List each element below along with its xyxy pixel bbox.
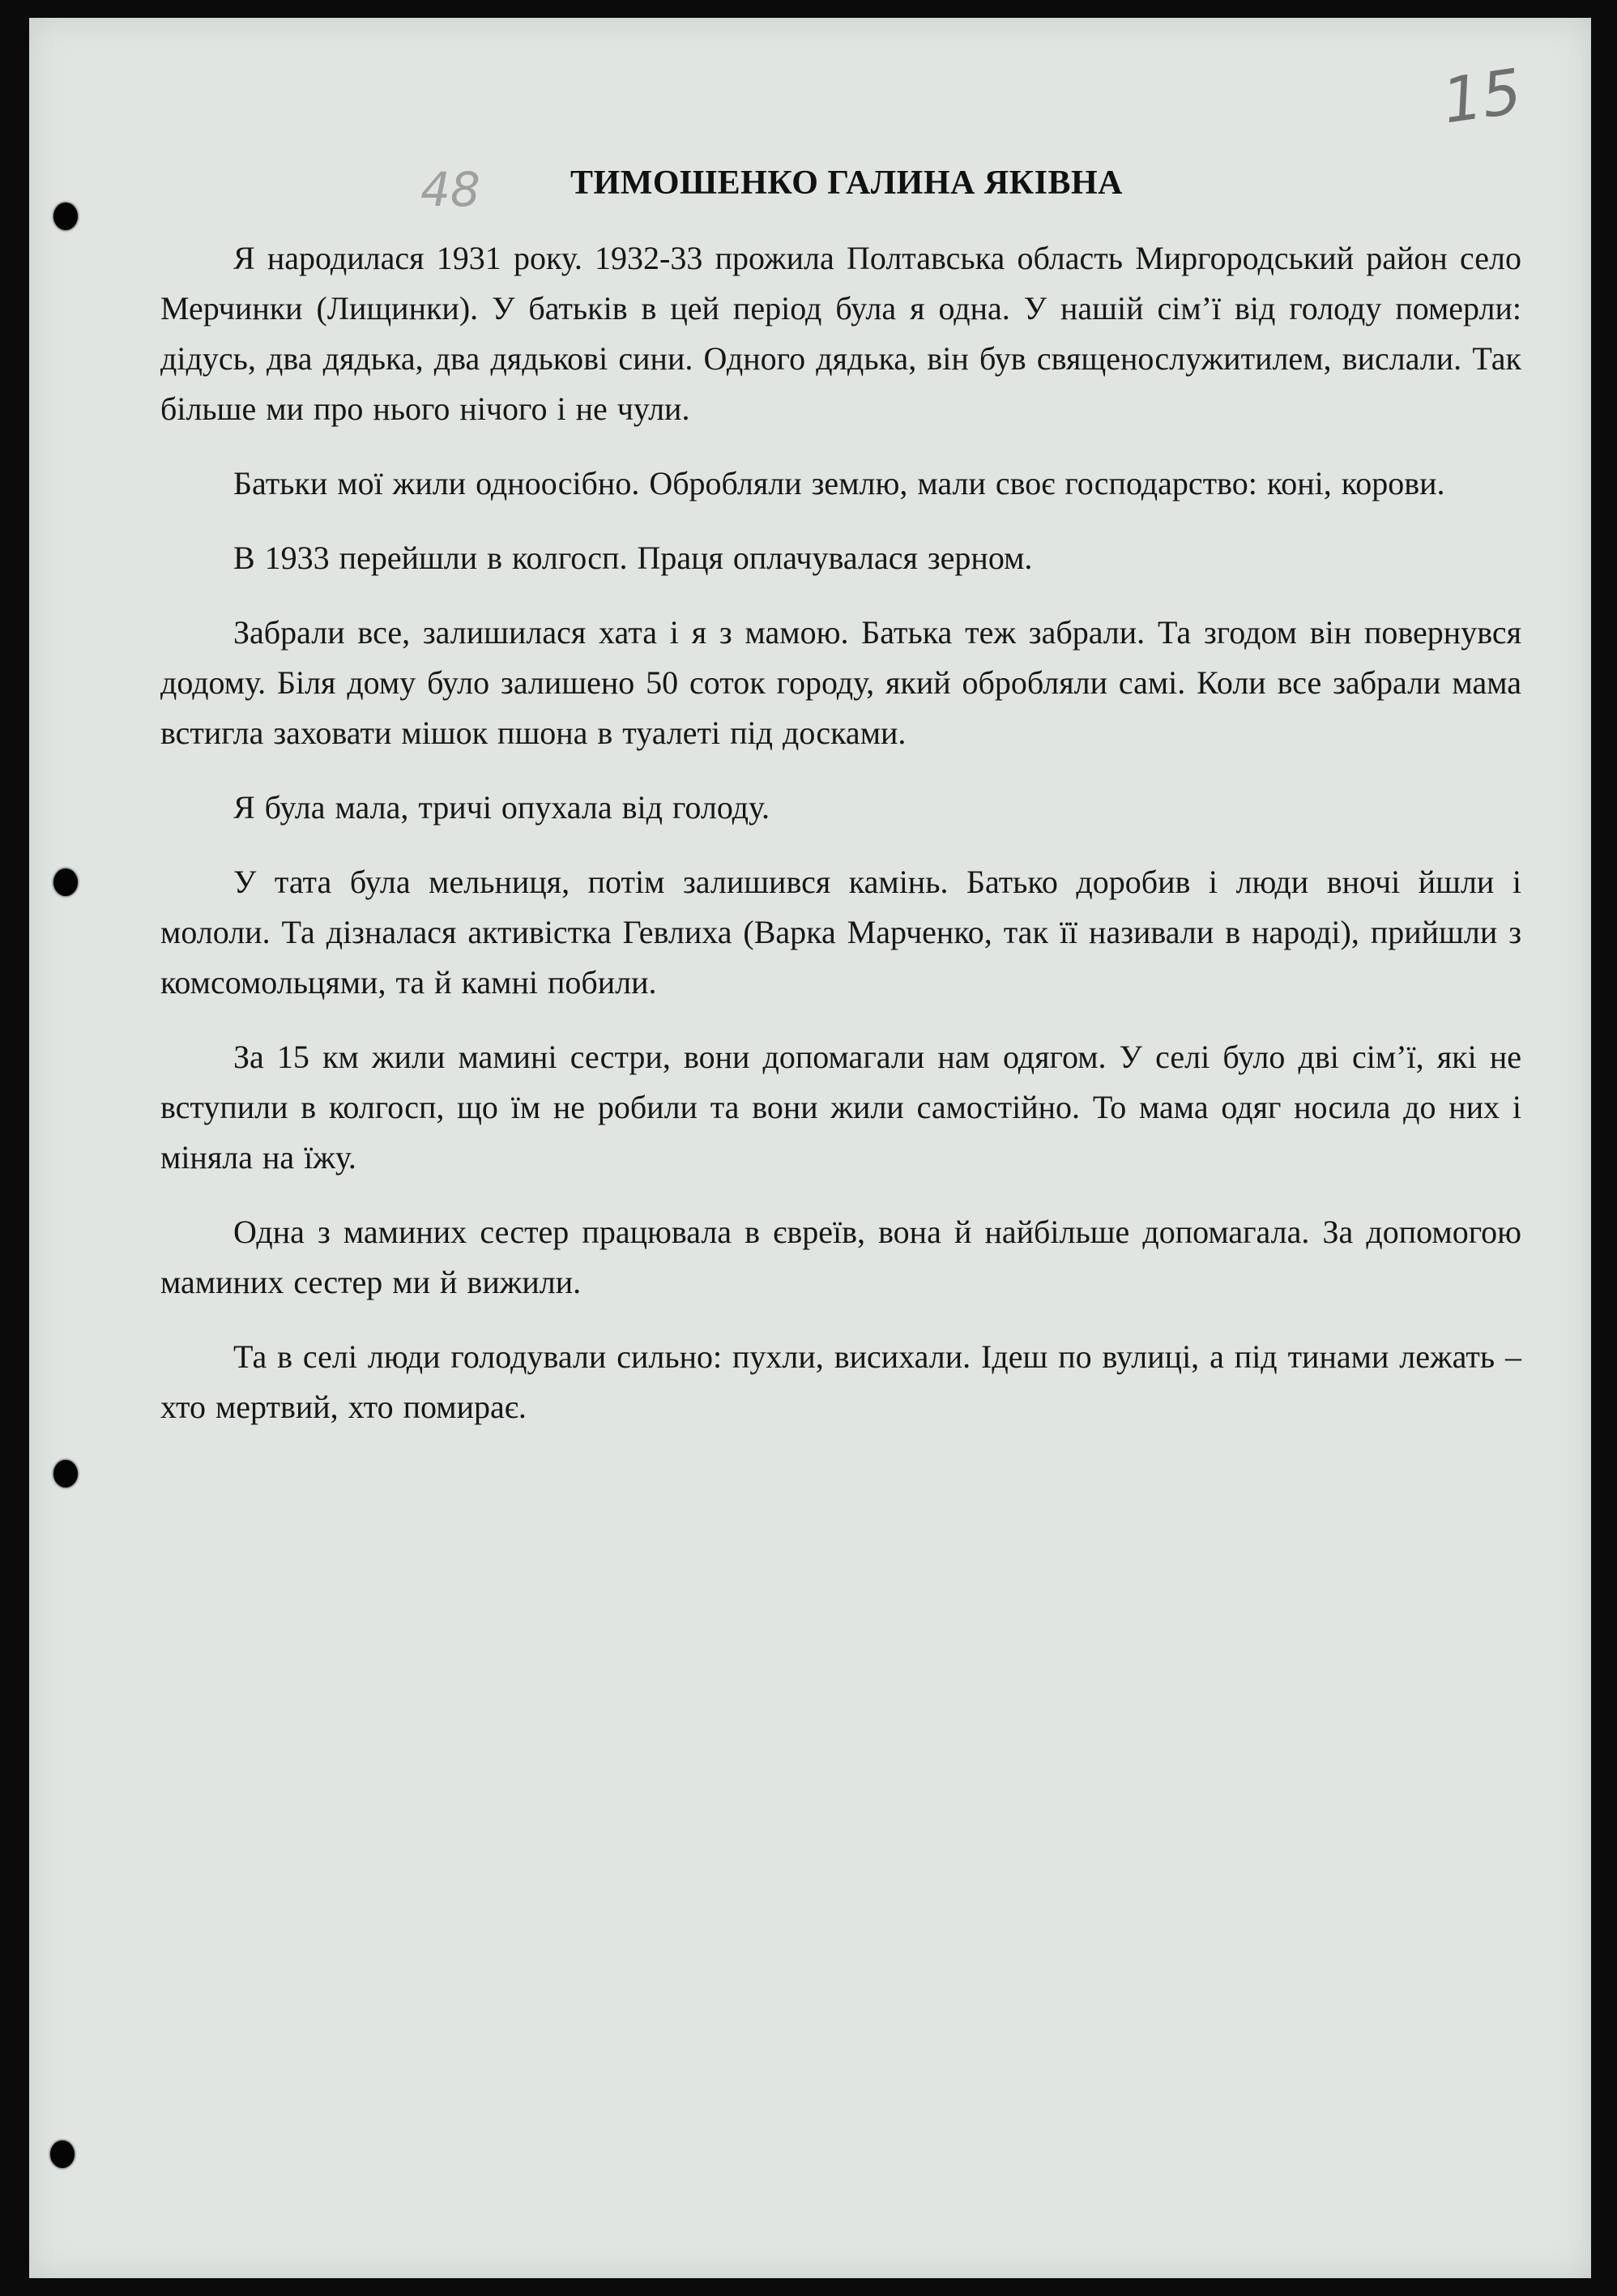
paragraph: Забрали все, залишилася хата і я з мамою. Батька теж забрали. Та згодом він повернувся додому. Біля дому було залишено 50 соток городу, який обробляли самі. Коли все забрали мама встигла заховати мішок пшона в туалеті під досками. [160, 614, 1521, 751]
paragraph: Одна з маминих сестер працювала в євреїв, вона й найбільше допомагала. За допомогою маминих сестер ми й вижили. [160, 1214, 1521, 1300]
document-body [160, 233, 1521, 1457]
handwritten-page-number: 15 [1438, 54, 1526, 138]
punch-hole [53, 203, 78, 230]
punch-hole [53, 868, 78, 896]
paragraph: Я народилася 1931 року. 1932-33 прожила Полтавська область Миргородський район село Мерчинки (Лищинки). У батьків в цей період була я одна. У нашій сім’ї від голоду померли: дідусь, два дядька, два дядькові сини. Одного дядька, він був священослужитилем, вислали. Так більше ми про нього нічого і не чули. [160, 240, 1521, 427]
punch-hole [50, 2140, 75, 2168]
paragraph: За 15 км жили мамині сестри, вони допомагали нам одягом. У селі було дві сім’ї, які не вступили в колгосп, що їм не робили та вони жили самостійно. То мама одяг носила до них і міняла на їжу. [160, 1039, 1521, 1176]
paragraph: Я була мала, тричі опухала від голоду. [233, 789, 770, 826]
document-title: ТИМОШЕНКО ГАЛИНА ЯКІВНА [570, 164, 1123, 202]
paragraph: У тата була мельниця, потім залишився камінь. Батько доробив і люди вночі йшли і мололи. Та дізналася активістка Гевлиха (Варка Марченко, так її називали в народі), прийшли з комсомольцями, та й камні побили. [160, 864, 1521, 1001]
paragraph: Та в селі люди голодували сильно: пухли, висихали. Ідеш по вулиці, а під тинами лежать – хто мертвий, хто помирає. [160, 1338, 1521, 1425]
paragraph: В 1933 перейшли в колгосп. Праця оплачувалася зерном. [233, 540, 1033, 576]
punch-hole [53, 1460, 78, 1487]
paragraph: Батьки мої жили одноосібно. Обробляли землю, мали своє господарство: коні, корови. [233, 465, 1445, 501]
handwritten-file-number: 48 [420, 162, 480, 217]
document-page [29, 18, 1591, 2278]
